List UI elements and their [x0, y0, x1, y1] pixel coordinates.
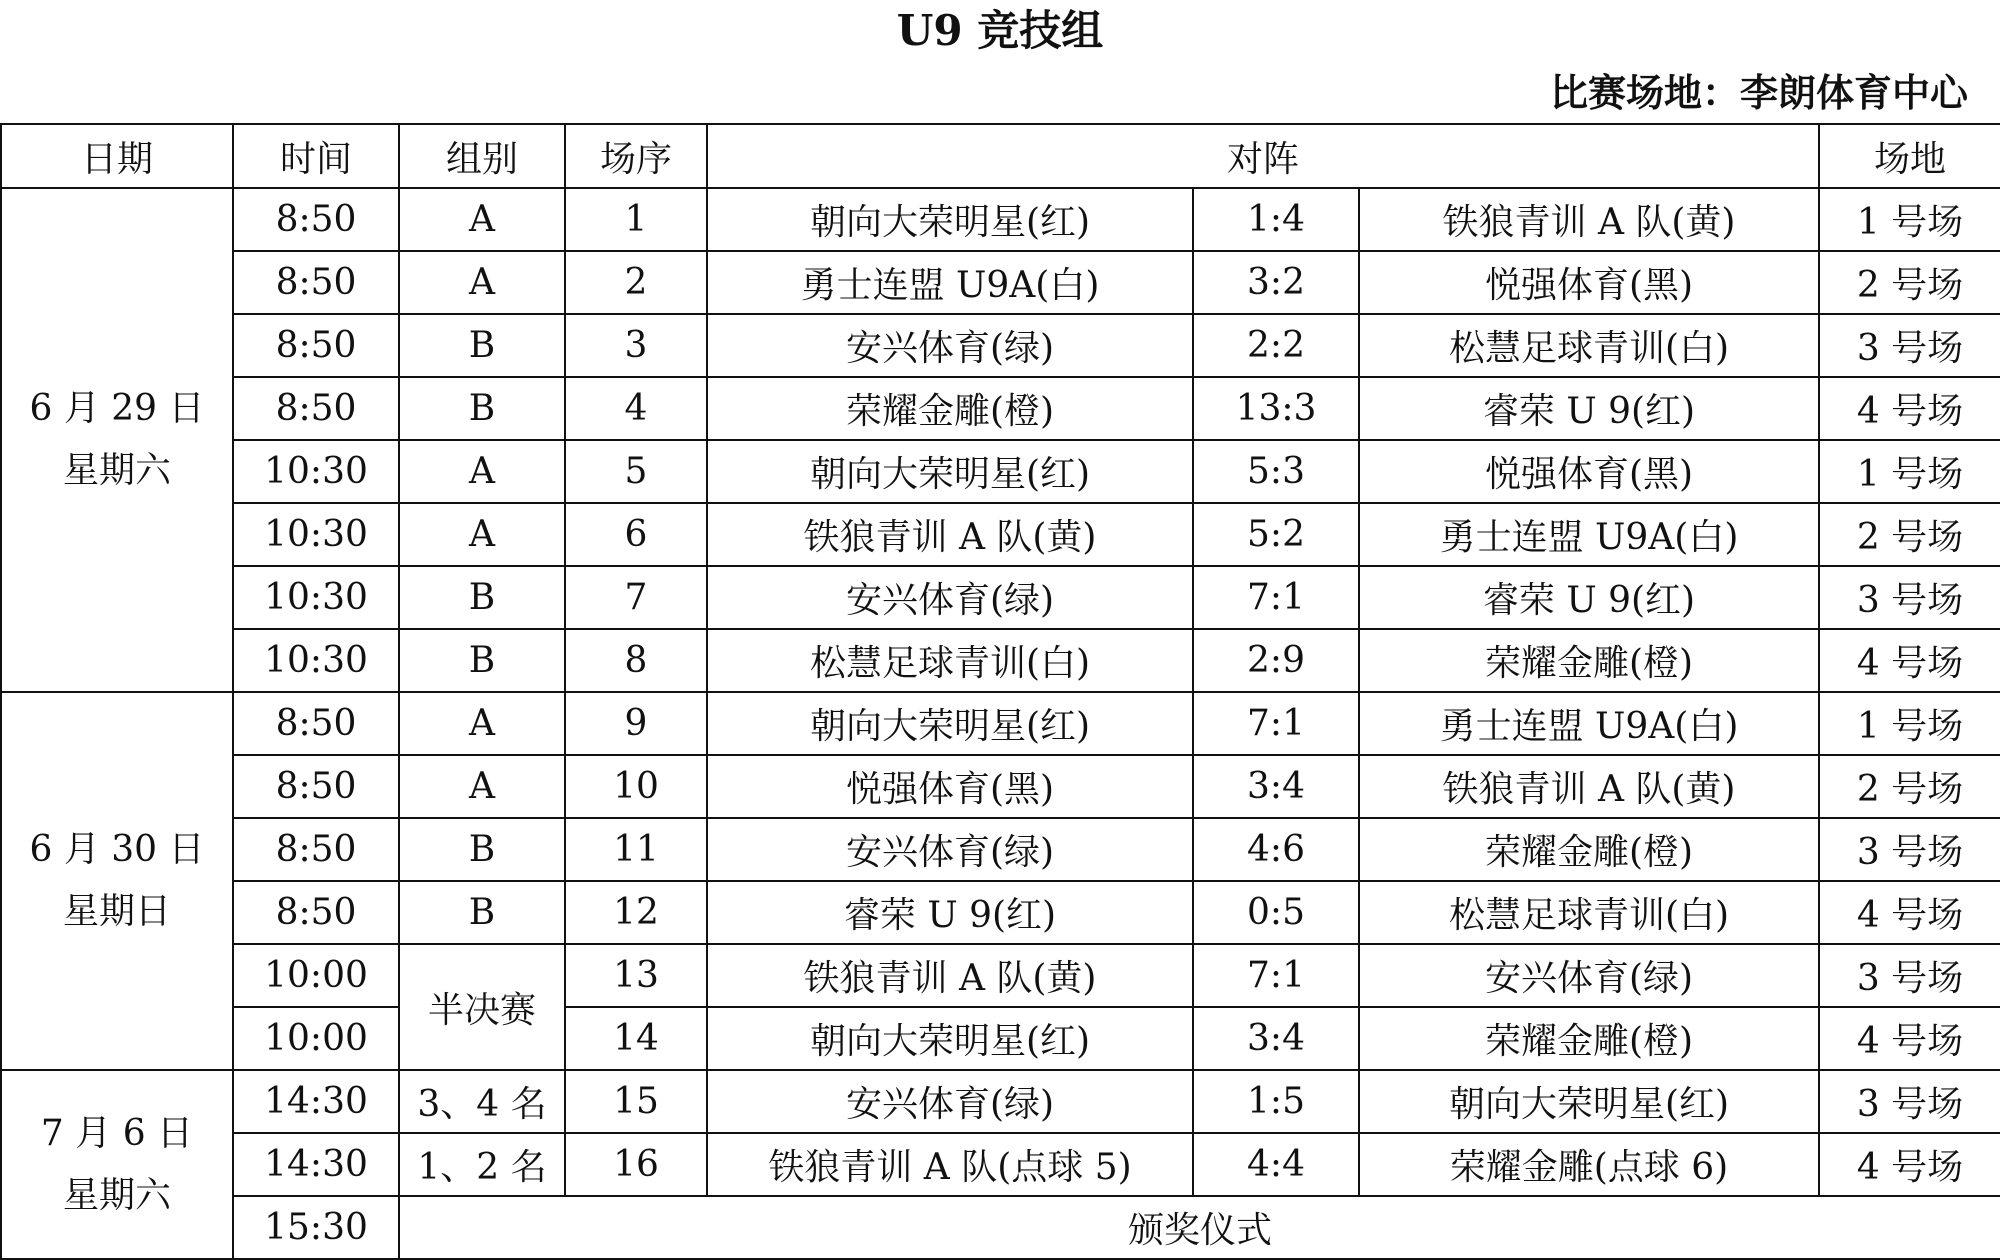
order-cell: 3 — [565, 314, 707, 377]
time-cell: 8:50 — [233, 881, 399, 944]
header-field: 场地 — [1819, 124, 2000, 188]
score-cell: 3:4 — [1193, 1007, 1359, 1070]
field-cell: 3 号场 — [1819, 818, 2000, 881]
field-cell: 4 号场 — [1819, 1007, 2000, 1070]
group-cell: B — [399, 881, 565, 944]
away-team-cell: 荣耀金雕(点球 6) — [1359, 1133, 1819, 1196]
home-team-cell: 朝向大荣明星(红) — [707, 188, 1193, 251]
order-cell: 11 — [565, 818, 707, 881]
home-team-cell: 朝向大荣明星(红) — [707, 1007, 1193, 1070]
time-cell: 10:30 — [233, 629, 399, 692]
group-cell: B — [399, 629, 565, 692]
score-cell: 1:5 — [1193, 1070, 1359, 1133]
order-cell: 1 — [565, 188, 707, 251]
field-cell: 3 号场 — [1819, 1070, 2000, 1133]
home-team-cell: 朝向大荣明星(红) — [707, 692, 1193, 755]
away-team-cell: 勇士连盟 U9A(白) — [1359, 503, 1819, 566]
group-cell: 1、2 名 — [399, 1133, 565, 1196]
away-team-cell: 安兴体育(绿) — [1359, 944, 1819, 1007]
date-label: 6 月 30 日 — [29, 829, 205, 870]
table-row — [1, 440, 2000, 503]
score-cell: 2:9 — [1193, 629, 1359, 692]
time-cell: 15:30 — [233, 1196, 399, 1259]
away-team-cell: 铁狼青训 A 队(黄) — [1359, 188, 1819, 251]
group-cell: A — [399, 692, 565, 755]
header-date: 日期 — [1, 124, 233, 188]
group-cell: A — [399, 503, 565, 566]
order-cell: 4 — [565, 377, 707, 440]
home-team-cell: 安兴体育(绿) — [707, 818, 1193, 881]
table-row — [1, 377, 2000, 440]
group-cell: A — [399, 755, 565, 818]
order-cell: 6 — [565, 503, 707, 566]
home-team-cell: 勇士连盟 U9A(白) — [707, 251, 1193, 314]
away-team-cell: 悦强体育(黑) — [1359, 251, 1819, 314]
table-row — [1, 944, 2000, 1007]
score-cell: 2:2 — [1193, 314, 1359, 377]
table-row — [1, 755, 2000, 818]
order-cell: 14 — [565, 1007, 707, 1070]
away-team-cell: 荣耀金雕(橙) — [1359, 1007, 1819, 1070]
table-row — [1, 692, 2000, 755]
header-group: 组别 — [399, 124, 565, 188]
header-row — [1, 124, 2000, 188]
score-cell: 0:5 — [1193, 881, 1359, 944]
order-cell: 16 — [565, 1133, 707, 1196]
header-order: 场序 — [565, 124, 707, 188]
time-cell: 10:00 — [233, 1007, 399, 1070]
group-cell: B — [399, 818, 565, 881]
time-cell: 8:50 — [233, 314, 399, 377]
home-team-cell: 铁狼青训 A 队(黄) — [707, 503, 1193, 566]
table-row — [1, 251, 2000, 314]
weekday-label: 星期六 — [62, 450, 171, 491]
table-row-ceremony — [1, 1196, 2000, 1259]
home-team-cell: 睿荣 U 9(红) — [707, 881, 1193, 944]
home-team-cell: 荣耀金雕(橙) — [707, 377, 1193, 440]
group-cell: A — [399, 188, 565, 251]
weekday-label: 星期日 — [62, 891, 171, 932]
home-team-cell: 安兴体育(绿) — [707, 1070, 1193, 1133]
order-cell: 9 — [565, 692, 707, 755]
score-cell: 5:3 — [1193, 440, 1359, 503]
schedule-table — [0, 123, 2000, 1260]
field-cell: 3 号场 — [1819, 314, 2000, 377]
home-team-cell: 安兴体育(绿) — [707, 566, 1193, 629]
group-cell: B — [399, 314, 565, 377]
ceremony-cell: 颁奖仪式 — [399, 1196, 2000, 1259]
time-cell: 8:50 — [233, 188, 399, 251]
table-row — [1, 314, 2000, 377]
home-team-cell: 朝向大荣明星(红) — [707, 440, 1193, 503]
time-cell: 8:50 — [233, 755, 399, 818]
away-team-cell: 松慧足球青训(白) — [1359, 881, 1819, 944]
field-cell: 3 号场 — [1819, 566, 2000, 629]
group-cell: A — [399, 440, 565, 503]
order-cell: 5 — [565, 440, 707, 503]
home-team-cell: 悦强体育(黑) — [707, 755, 1193, 818]
table-row — [1, 629, 2000, 692]
home-team-cell: 松慧足球青训(白) — [707, 629, 1193, 692]
date-cell — [1, 188, 233, 692]
field-cell: 2 号场 — [1819, 755, 2000, 818]
table-row — [1, 1133, 2000, 1196]
time-cell: 10:00 — [233, 944, 399, 1007]
time-cell: 14:30 — [233, 1070, 399, 1133]
weekday-label: 星期六 — [62, 1174, 171, 1216]
time-cell: 8:50 — [233, 377, 399, 440]
field-cell: 1 号场 — [1819, 692, 2000, 755]
table-row — [1, 1070, 2000, 1133]
order-cell: 10 — [565, 755, 707, 818]
field-cell: 2 号场 — [1819, 503, 2000, 566]
date-label: 7 月 6 日 — [40, 1112, 194, 1154]
score-cell: 7:1 — [1193, 692, 1359, 755]
home-team-cell: 铁狼青训 A 队(点球 5) — [707, 1133, 1193, 1196]
group-cell: 3、4 名 — [399, 1070, 565, 1133]
away-team-cell: 勇士连盟 U9A(白) — [1359, 692, 1819, 755]
home-team-cell: 铁狼青训 A 队(黄) — [707, 944, 1193, 1007]
order-cell: 15 — [565, 1070, 707, 1133]
order-cell: 13 — [565, 944, 707, 1007]
page-title: U9 竞技组 — [896, 6, 1104, 55]
group-cell-semifinal: 半决赛 — [399, 944, 565, 1070]
group-cell: A — [399, 251, 565, 314]
time-cell: 10:30 — [233, 440, 399, 503]
table-row — [1, 503, 2000, 566]
away-team-cell: 睿荣 U 9(红) — [1359, 566, 1819, 629]
away-team-cell: 睿荣 U 9(红) — [1359, 377, 1819, 440]
score-cell: 13:3 — [1193, 377, 1359, 440]
home-team-cell: 安兴体育(绿) — [707, 314, 1193, 377]
field-cell: 1 号场 — [1819, 440, 2000, 503]
field-cell: 4 号场 — [1819, 1133, 2000, 1196]
date-cell — [1, 1070, 233, 1259]
field-cell: 3 号场 — [1819, 944, 2000, 1007]
time-cell: 8:50 — [233, 692, 399, 755]
group-cell: B — [399, 566, 565, 629]
order-cell: 12 — [565, 881, 707, 944]
score-cell: 7:1 — [1193, 566, 1359, 629]
score-cell: 7:1 — [1193, 944, 1359, 1007]
time-cell: 10:30 — [233, 566, 399, 629]
away-team-cell: 荣耀金雕(橙) — [1359, 629, 1819, 692]
group-cell: B — [399, 377, 565, 440]
order-cell: 2 — [565, 251, 707, 314]
table-row — [1, 566, 2000, 629]
score-cell: 3:2 — [1193, 251, 1359, 314]
score-cell: 4:4 — [1193, 1133, 1359, 1196]
time-cell: 8:50 — [233, 818, 399, 881]
field-cell: 1 号场 — [1819, 188, 2000, 251]
header-time: 时间 — [233, 124, 399, 188]
score-cell: 1:4 — [1193, 188, 1359, 251]
order-cell: 7 — [565, 566, 707, 629]
score-cell: 5:2 — [1193, 503, 1359, 566]
field-cell: 4 号场 — [1819, 629, 2000, 692]
away-team-cell: 荣耀金雕(橙) — [1359, 818, 1819, 881]
away-team-cell: 铁狼青训 A 队(黄) — [1359, 755, 1819, 818]
time-cell: 8:50 — [233, 251, 399, 314]
table-row — [1, 188, 2000, 251]
field-cell: 4 号场 — [1819, 377, 2000, 440]
date-cell — [1, 692, 233, 1070]
score-cell: 4:6 — [1193, 818, 1359, 881]
away-team-cell: 朝向大荣明星(红) — [1359, 1070, 1819, 1133]
header-match: 对阵 — [707, 124, 1819, 188]
table-row — [1, 818, 2000, 881]
date-label: 6 月 29 日 — [29, 388, 205, 429]
time-cell: 14:30 — [233, 1133, 399, 1196]
venue-label: 比赛场地：李朗体育中心 — [1549, 71, 1968, 115]
table-row — [1, 881, 2000, 944]
away-team-cell: 松慧足球青训(白) — [1359, 314, 1819, 377]
table-row — [1, 1007, 2000, 1070]
field-cell: 2 号场 — [1819, 251, 2000, 314]
away-team-cell: 悦强体育(黑) — [1359, 440, 1819, 503]
score-cell: 3:4 — [1193, 755, 1359, 818]
field-cell: 4 号场 — [1819, 881, 2000, 944]
time-cell: 10:30 — [233, 503, 399, 566]
order-cell: 8 — [565, 629, 707, 692]
